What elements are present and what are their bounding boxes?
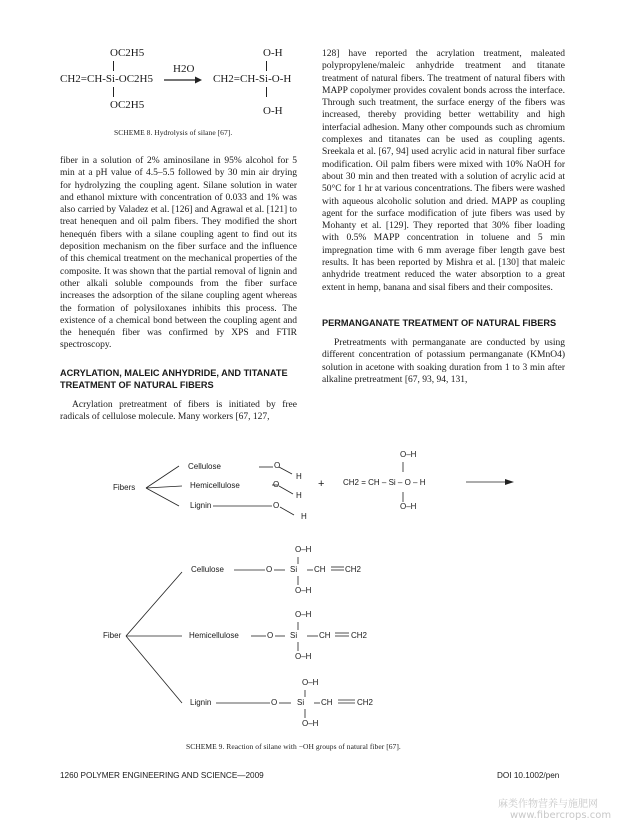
hydrogen-label: H <box>301 512 307 521</box>
oxygen-label: O <box>273 501 280 510</box>
bond-line <box>113 87 114 97</box>
ch2-label: CH2 <box>357 698 374 707</box>
scheme8-left-bottom-group: OC2H5 <box>110 99 145 111</box>
oxygen-label: O <box>273 480 280 489</box>
scheme9-lines <box>0 440 623 740</box>
left-paragraph-2: Acrylation pretreatment of fibers is initiated by free radicals of cellulose molecule. Many workers [67, 127, <box>60 399 297 423</box>
component-cellulose: Cellulose <box>188 462 221 471</box>
left-paragraph-1: fiber in a solution of 2% aminosilane in 95% alcohol for 5 min at a pH value of 4.5–5.5 followed by 30 min air drying for hydrolyzing the coupling agent. Silane solution in water and ethanol mixture with concentration of 0.033 and 1% was also carried by Valadez et al. [126] and Agrawal et al. [121] to treat henequen and oil palm fibers. They modified the short henequén fibers with a silane coupling agent to find out its deposition mechanism on the fiber surface and the influence of this chemical treatment on the mechanical properties of the composite. It was shown that the partial removal of lignin and other alkali soluble compounds from the fiber surface increases the adsorption of the silane coupling agent whereas the formation of polysiloxanes inhibits this process. The existence of a chemical bond between the coupling agent and the henequén fiber was confirmed by XPS and FTIR spectroscopy. <box>60 156 297 351</box>
fibers-label: Fibers <box>113 483 136 492</box>
bond-line <box>266 61 267 71</box>
oxygen-label: O <box>271 698 278 707</box>
scheme9-caption: SCHEME 9. Reaction of silane with −OH groups of natural fiber [67]. <box>186 742 401 751</box>
scheme8-right-main: CH2=CH-Si-O-H <box>213 73 292 85</box>
silanol-bottom-oh: O–H <box>400 502 417 511</box>
right-column <box>322 48 565 386</box>
watermark-cn: 麻类作物营养与施肥网 <box>498 799 598 810</box>
right-paragraph-2: Pretreatments with permanganate are conducted by using different concentration of potassium permanganate (KMnO4) solution in acetone with soaking duration from 1 to 3 min after alkaline pretreatment [67, 93, 94, 131, <box>322 337 565 385</box>
component-lignin: Lignin <box>190 501 212 510</box>
footer-journal: 1260 POLYMER ENGINEERING AND SCIENCE—2009 <box>60 771 264 780</box>
product-hemicellulose-label: Hemicellulose <box>189 631 239 640</box>
hydroxyl-label: O–H <box>295 652 312 661</box>
scheme8-right-top-group: O-H <box>263 47 283 59</box>
section-heading-acrylation: ACRYLATION, MALEIC ANHYDRIDE, AND TITANATE TREATMENT OF NATURAL FIBERS <box>60 367 288 390</box>
scheme8-left-top-group: OC2H5 <box>110 47 145 59</box>
ch-label: CH <box>314 565 326 574</box>
left-column <box>60 155 297 423</box>
watermark-url: www.fibercrops.com <box>510 810 612 821</box>
silicon-label: Si <box>290 565 298 574</box>
silanol-chain: CH2 = CH – Si – O – H <box>343 478 426 487</box>
silicon-label: Si <box>290 631 298 640</box>
reaction-arrow-icon <box>505 479 514 485</box>
product-cellulose-label: Cellulose <box>191 565 224 574</box>
hydroxyl-label: O–H <box>295 586 312 595</box>
right-paragraph-1: 128] have reported the acrylation treatment, maleated polypropylene/maleic anhydride treatment and titanate treatment of natural fibers. The treatment of natural fibers with MAPP copolymer provides covalent bonds across the interface. Through such treatment, the surface energy of the fibers was increased, thereby providing better wettability and high interfacial adhesion. Many other compounds such as chromium complexes and titanates can be used as coupling agents. Sreekala et al. [67, 94] used acrylic acid in natural fiber surface modification. Oil palm fibers were mixed with 10% NaOH for about 30 min and then treated with a solution of acrylic acid at 50°C for 1 hr at various concentrations. The fibers were washed with aqueous alcoholic solution and dried. MAPP as coupling agent for the surface modification of jute fibers was used by Mohanty et al. [129]. They reported that 30% fiber loading with 0.5% MAPP concentration in toluene and 5 min impregnation time with 6 mm average fiber length gave best results. It has been reported by Mishra et al. [130] that maleic anhydride treatment reduced the water absorption to a great extent in hemp, banana and sisal fibers and their composites. <box>322 49 565 293</box>
product-lignin-label: Lignin <box>190 698 212 707</box>
footer-doi: DOI 10.1002/pen <box>497 771 560 780</box>
oxygen-label: O <box>274 461 281 470</box>
ch2-label: CH2 <box>345 565 362 574</box>
hydroxyl-label: O–H <box>295 545 312 554</box>
hydroxyl-label: O–H <box>302 719 319 728</box>
ch-label: CH <box>321 698 333 707</box>
scheme8-reagent: H2O <box>173 63 195 75</box>
oxygen-label: O <box>267 631 274 640</box>
hydroxyl-label: O–H <box>295 610 312 619</box>
silicon-label: Si <box>297 698 305 707</box>
scheme8-caption: SCHEME 8. Hydrolysis of silane [67]. <box>114 128 233 137</box>
silanol-top-oh: O–H <box>400 450 417 459</box>
fiber-label: Fiber <box>103 631 122 640</box>
ch2-label: CH2 <box>351 631 368 640</box>
scheme8-right-bottom-group: O-H <box>263 105 283 117</box>
bond-line <box>113 61 114 71</box>
oxygen-label: O <box>266 565 273 574</box>
component-hemicellulose: Hemicellulose <box>190 481 240 490</box>
bond-line <box>266 87 267 97</box>
scheme8-left-main: CH2=CH-Si-OC2H5 <box>60 73 153 85</box>
reaction-arrow-icon <box>163 75 203 85</box>
plus-sign: + <box>318 478 325 490</box>
hydrogen-label: H <box>296 472 302 481</box>
section-heading-permanganate: PERMANGANATE TREATMENT OF NATURAL FIBERS <box>322 317 557 328</box>
hydroxyl-label: O–H <box>302 678 319 687</box>
ch-label: CH <box>319 631 331 640</box>
hydrogen-label: H <box>296 491 302 500</box>
